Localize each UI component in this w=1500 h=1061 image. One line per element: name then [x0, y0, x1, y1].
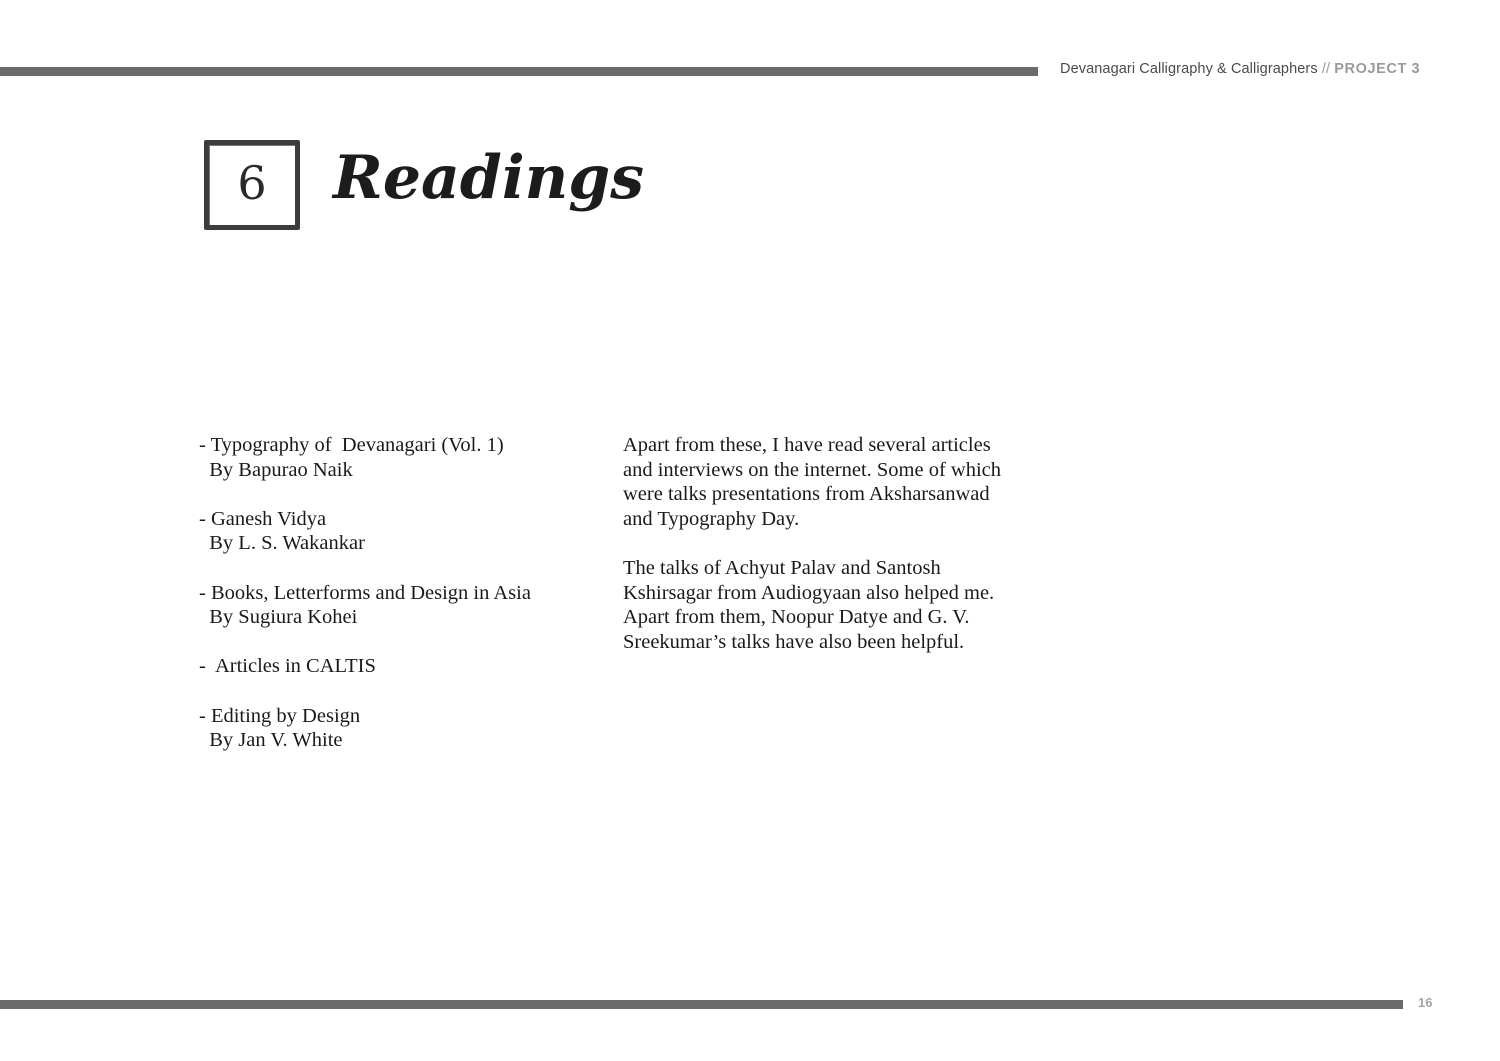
reading-item: [199, 507, 579, 556]
notes-paragraph: The talks of Achyut Palav and Santosh Kshirsagar from Audiogyaan also helped me. Apart from them, Noopur Datye and G. V. Sreekumar’s talks have also been helpful.: [623, 556, 995, 653]
notes-paragraph: Apart from these, I have read several articles and interviews on the internet. Some of which were talks presentations from Aksharsanwad and Typography Day.: [623, 434, 1002, 530]
notes-column: [623, 433, 1023, 679]
running-header: [1060, 61, 1440, 77]
reading-author: By Sugiura Kohei: [199, 606, 358, 629]
reading-item: [199, 581, 579, 630]
page-number: 16: [1418, 995, 1433, 1010]
reading-item: [199, 704, 579, 753]
reading-title: - Articles in CALTIS: [199, 655, 376, 678]
document-title: Devanagari Calligraphy & Calligraphers: [1060, 61, 1318, 77]
reading-title: - Typography of Devanagari (Vol. 1): [199, 434, 504, 456]
header-rule: [0, 67, 1038, 76]
readings-list: [199, 433, 579, 777]
section-number: 6: [237, 156, 267, 210]
project-label: PROJECT 3: [1334, 61, 1421, 77]
reading-author: By Jan V. White: [199, 729, 343, 752]
reading-title: - Editing by Design: [199, 704, 361, 727]
reading-author: By Bapurao Naik: [199, 458, 353, 481]
reading-author: By L. S. Wakankar: [199, 532, 365, 555]
header-separator: //: [1321, 61, 1331, 77]
reading-title: - Books, Letterforms and Design in Asia: [199, 581, 531, 604]
reading-item: [199, 433, 579, 482]
reading-item: [199, 654, 579, 679]
reading-title: - Ganesh Vidya: [199, 507, 327, 530]
section-title: Readings: [333, 143, 645, 213]
footer-rule: [0, 1000, 1403, 1009]
section-number-box: [204, 140, 300, 230]
